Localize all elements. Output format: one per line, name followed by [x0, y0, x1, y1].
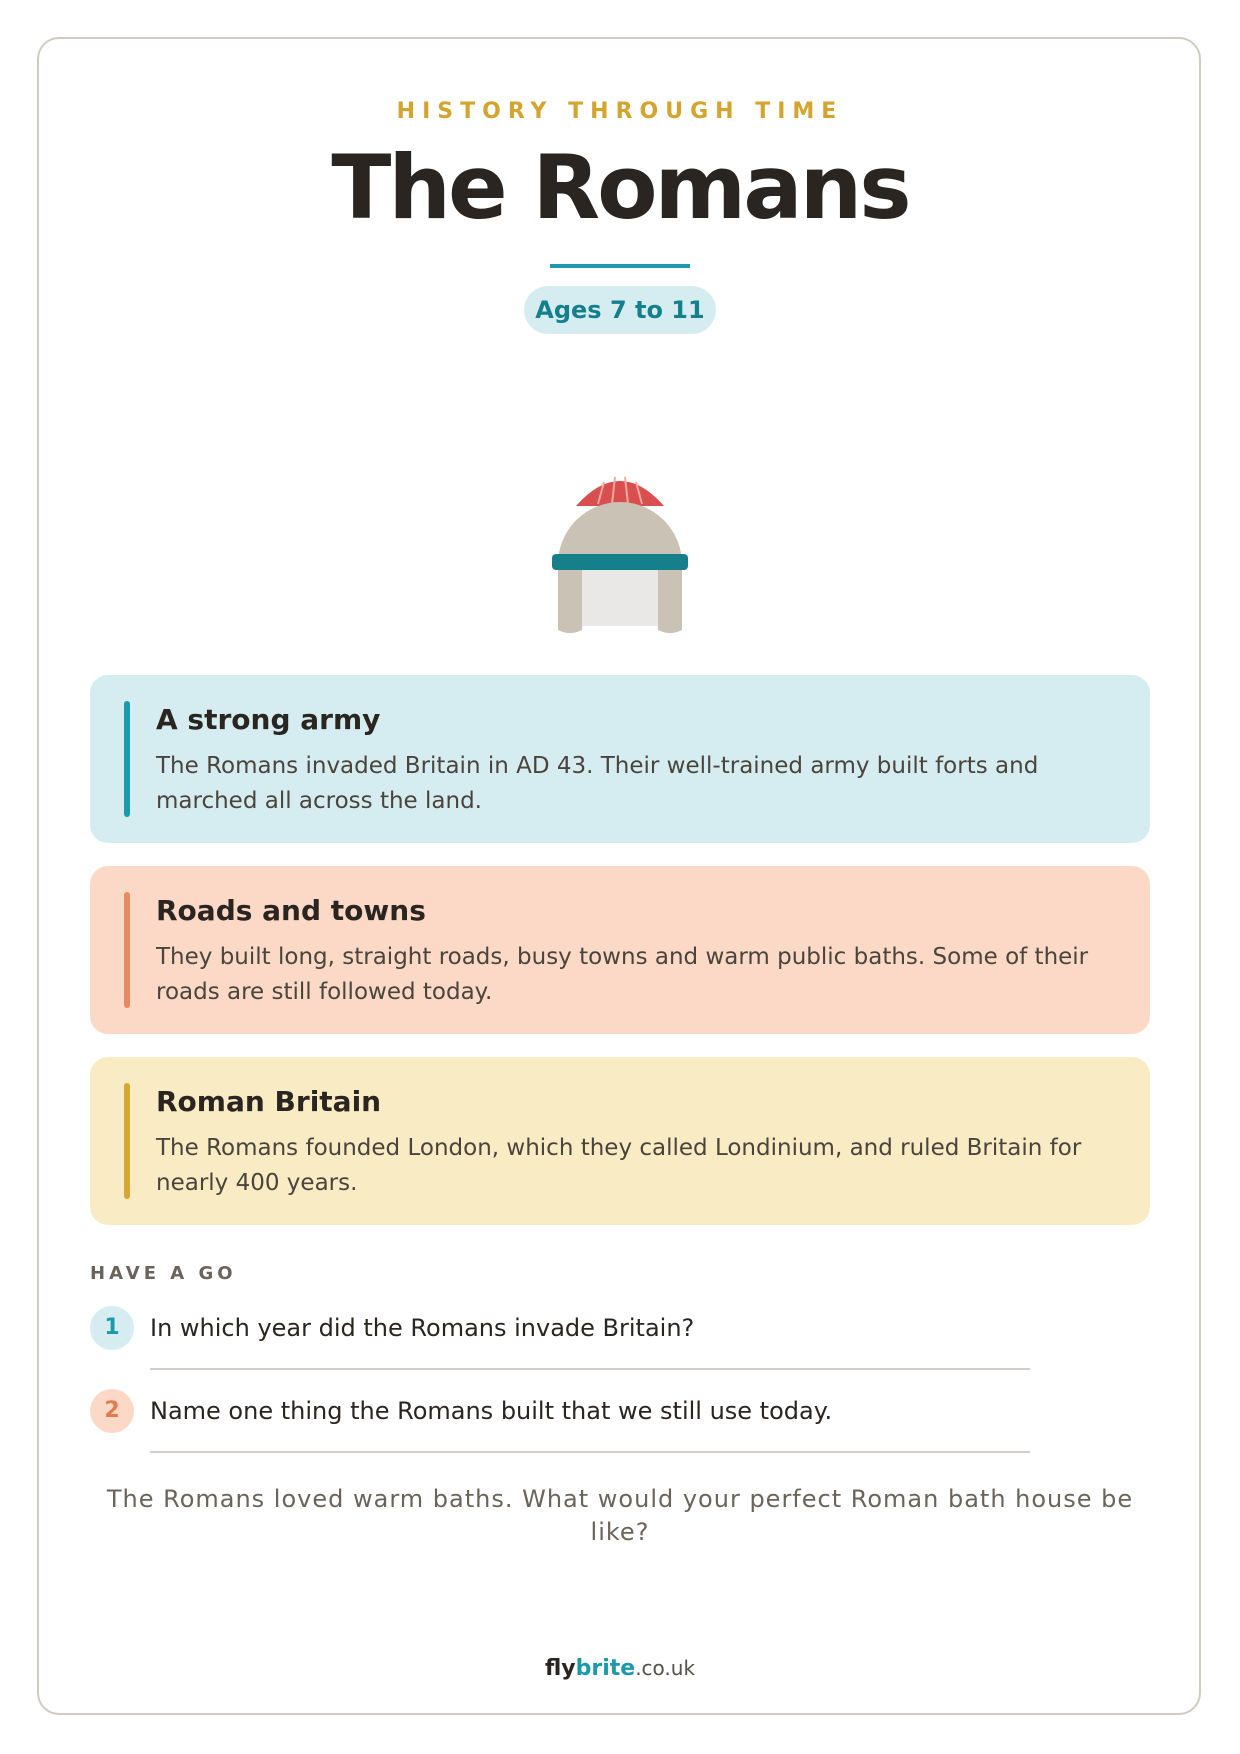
- info-card-britain: [90, 1057, 1150, 1225]
- brand-part-fly: fly: [544, 1656, 576, 1681]
- title-divider: [550, 264, 690, 268]
- card-body: They built long, straight roads, busy towns and warm public baths. Some of their roads are still followed today.: [156, 944, 1089, 1005]
- activity-label: HAVE A GO: [90, 1263, 237, 1284]
- brand-domain: .co.uk: [635, 1656, 696, 1680]
- card-title: A strong army: [156, 703, 381, 736]
- card-accent-bar: [124, 1083, 130, 1199]
- answer-line[interactable]: [150, 1451, 1030, 1453]
- question-number: 1: [90, 1306, 134, 1350]
- question-2: [90, 1389, 1030, 1449]
- answer-line[interactable]: [150, 1368, 1030, 1370]
- info-card-army: [90, 675, 1150, 843]
- card-body: The Romans invaded Britain in AD 43. Their well-trained army built forts and marched all across the land.: [156, 753, 1039, 814]
- card-body: The Romans founded London, which they called Londinium, and ruled Britain for nearly 400 years.: [156, 1135, 1082, 1196]
- writing-prompt: The Romans loved warm baths. What would your perfect Roman bath house be like?: [106, 1485, 1134, 1546]
- info-card-roads: [90, 866, 1150, 1034]
- question-1: [90, 1306, 1030, 1366]
- eyebrow-text: HISTORY THROUGH TIME: [396, 99, 844, 124]
- card-title: Roman Britain: [156, 1085, 382, 1118]
- card-accent-bar: [124, 892, 130, 1008]
- card-title: Roads and towns: [156, 894, 426, 927]
- page-title: The Romans: [331, 136, 909, 239]
- question-text: In which year did the Romans invade Britain?: [150, 1314, 695, 1342]
- question-number: 2: [90, 1389, 134, 1433]
- card-accent-bar: [124, 701, 130, 817]
- brand-part-brite: brite: [575, 1656, 636, 1681]
- roman-helmet-icon: [552, 474, 688, 634]
- question-text: Name one thing the Romans built that we still use today.: [150, 1397, 833, 1425]
- age-badge: Ages 7 to 11: [524, 286, 716, 334]
- footer-brand: [0, 1656, 1240, 1681]
